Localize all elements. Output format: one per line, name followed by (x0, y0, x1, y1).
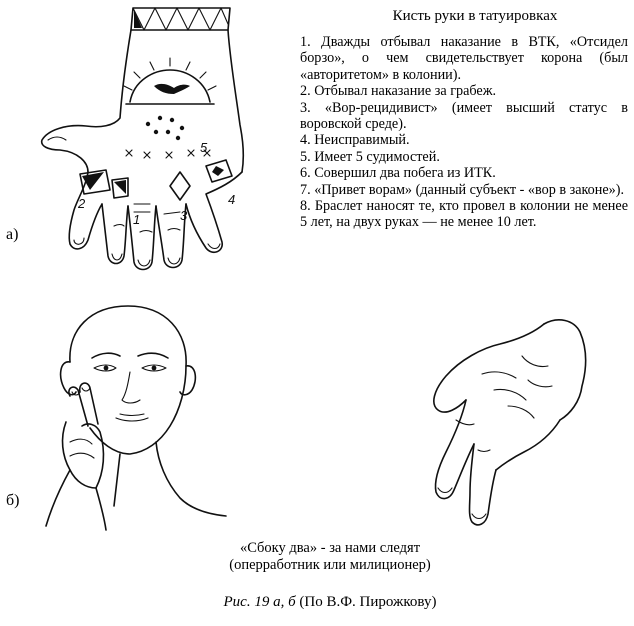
finger-number-3: 3 (180, 208, 188, 223)
side-hand-illustration (420, 300, 615, 530)
figure-caption-source: (По В.Ф. Пирожкову) (299, 594, 437, 610)
finger-number-2: 2 (78, 196, 86, 211)
panel-a-title: Кисть руки в татуировках (392, 8, 558, 24)
tattoo-legend-list (300, 34, 628, 231)
legend-item: 2. Отбывал наказание за грабеж. (300, 83, 497, 100)
legend-item: 6. Совершил два побега из ИТК. (300, 165, 496, 182)
legend-item: 7. «Привет ворам» (данный субъект - «вор в законе»). (300, 181, 625, 198)
panel-b-caption (130, 540, 530, 574)
finger-number-5: 5 (200, 140, 208, 155)
legend-item: 5. Имеет 5 судимостей. (300, 148, 440, 165)
panel-b-label: б) (6, 492, 20, 509)
figure-caption (130, 594, 530, 611)
legend-item: 3. «Вор-рецидивист» (имеет высший статус в воровской среде). (300, 99, 628, 133)
legend-item: 8. Браслет наносят те, кто провел в колонии не менее 5 лет, на двух руках — не менее 10 лет. (300, 198, 628, 231)
panel-b-caption-line2: (оперработник или милиционер) (229, 557, 431, 573)
finger-number-labels (0, 0, 260, 275)
legend-item: 4. Неисправимый. (300, 132, 410, 149)
finger-number-4: 4 (228, 192, 236, 207)
legend-item: 1. Дважды отбывал наказание в ВТК, «Отсидел борзо», о чем свидетельствует корона (был «авторитетом» в колонии). (300, 34, 628, 83)
figure-caption-letters: а, б (273, 594, 296, 610)
panel-a-label: а) (6, 226, 19, 243)
man-gesture-illustration (30, 292, 230, 542)
panel-b-caption-line1: «Сбоку два» - за нами следят (239, 540, 421, 556)
figure-caption-prefix: Рис. 19 (223, 594, 270, 610)
finger-number-1: 1 (133, 212, 141, 227)
